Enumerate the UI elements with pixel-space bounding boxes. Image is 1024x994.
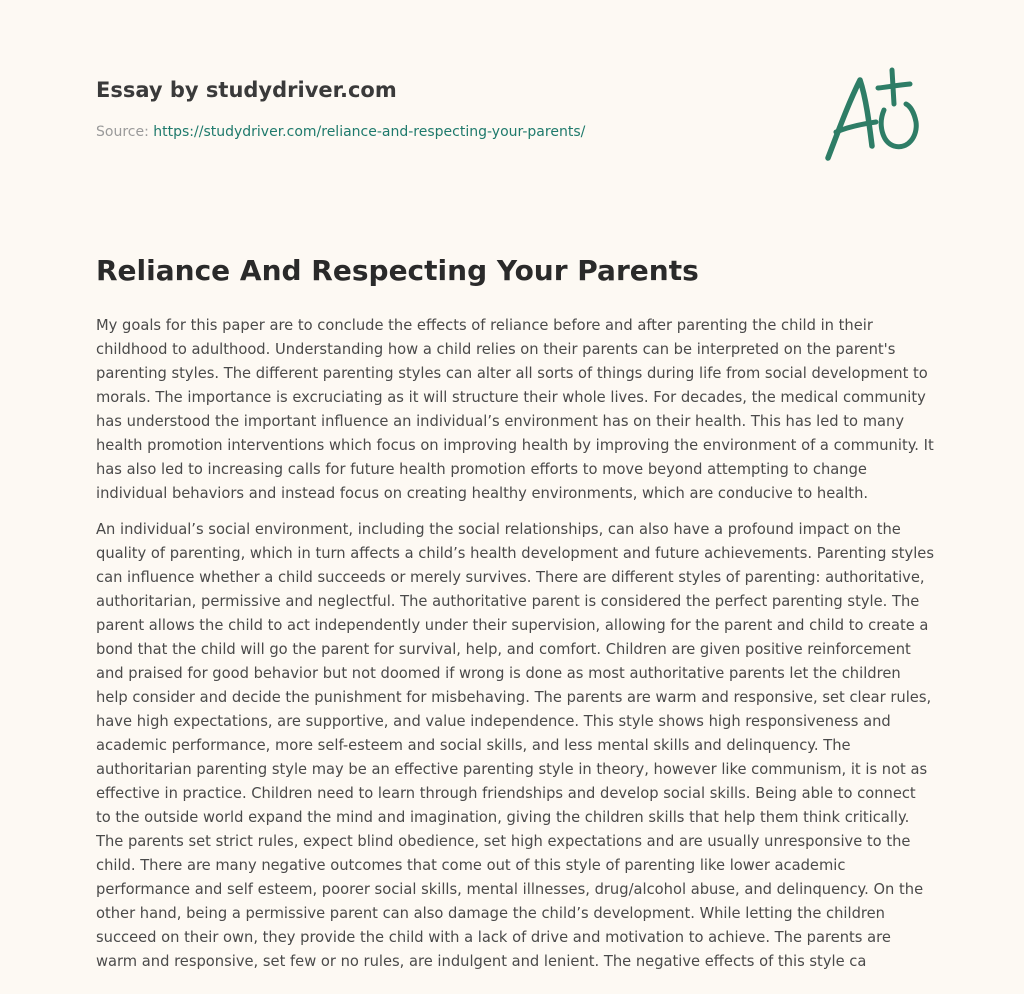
essay-body — [96, 314, 934, 984]
source-label: Source: — [96, 124, 149, 140]
a-plus-logo-icon — [822, 66, 926, 164]
essay-paragraph: An individual’s social environment, including the social relationships, can also have a profound impact on the quality of parenting, which in turn affects a child’s health development and future achievements. Parenting styles can influence whether a child succeeds or merely survives. There are different styles of parenting: authoritative, authoritarian, permissive and neglectful. The authoritative parent is considered the perfect parenting style. The parent allows the child to act independently under their supervision, allowing for the parent and child to create a bond that the child will go the parent for survival, help, and comfort. Children are given positive reinforcement and praised for good behavior but not doomed if wrong is done as most authoritative parents let the children help consider and decide the punishment for misbehaving. The parents are warm and responsive, set clear rules, have high expectations, are supportive, and value independence. This style shows high responsiveness and academic performance, more self-esteem and social skills, and less mental skills and delinquency. The authoritarian parenting style may be an effective parenting style in theory, however like communism, it is not as effective in practice. Children need to learn through friendships and develop social skills. Being able to connect to the outside world expand the mind and imagination, giving the children skills that help them think critically. The parents set strict rules, expect blind obedience, set high expectations and are usually unresponsive to the child. There are many negative outcomes that come out of this style of parenting like lower academic performance and self esteem, poorer social skills, mental illnesses, drug/alcohol abuse, and delinquency. On the other hand, being a permissive parent can also damage the child’s development. While letting the children succeed on their own, they provide the child with a lack of drive and motivation to achieve. The parents are warm and responsive, set few or no rules, are indulgent and lenient. The negative effects of this style ca — [96, 521, 934, 970]
site-brand: Essay by studydriver.com — [96, 78, 397, 102]
site-header — [96, 0, 936, 200]
source-line — [96, 124, 585, 140]
essay-title: Reliance And Respecting Your Parents — [96, 254, 699, 287]
source-link[interactable]: https://studydriver.com/reliance-and-respecting-your-parents/ — [153, 124, 586, 140]
essay-paragraph: My goals for this paper are to conclude the effects of reliance before and after parenting the child in their childhood to adulthood. Understanding how a child relies on their parents can be interpreted on the parent's parenting styles. The different parenting styles can alter all sorts of things during life from social development to morals. The importance is excruciating as it will structure their whole lives. For decades, the medical community has understood the important influence an individual’s environment has on their health. This has led to many health promotion interventions which focus on improving health by improving the environment of a community. It has also led to increasing calls for future health promotion efforts to move beyond attempting to change individual behaviors and instead focus on creating healthy environments, which are conducive to health. — [96, 317, 934, 502]
